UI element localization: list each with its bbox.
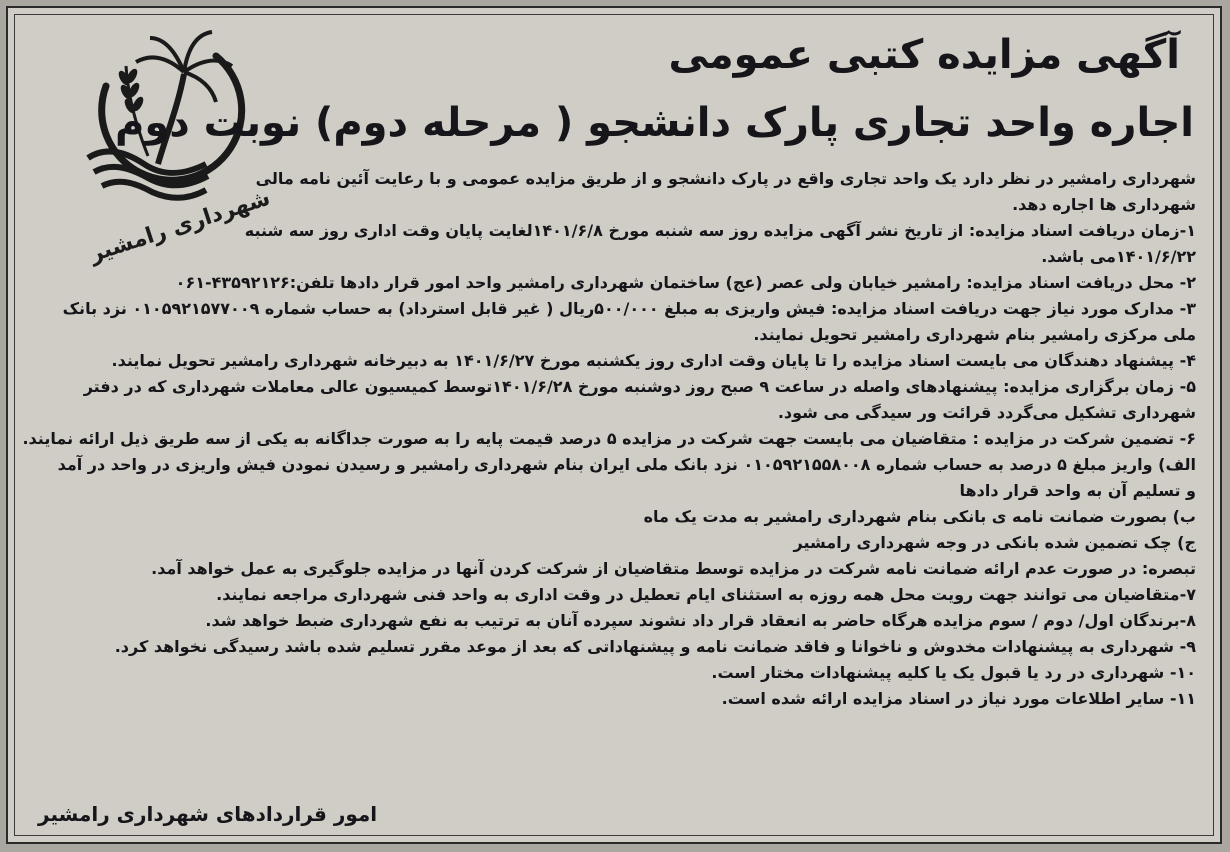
item-line: ۵- زمان برگزاری مزایده: پیشنهادهای واصله در ساعت ۹ صبح روز دوشنبه مورخ ۱۴۰۱/۶/۲۸توسط کمیسیون عالی معاملات شهرداری که در دفتر xyxy=(83,377,1196,396)
item-line: ۱۴۰۱/۶/۲۲می باشد. xyxy=(1041,247,1196,266)
intro-line: شهرداری ها اجاره دهد. xyxy=(1012,195,1196,214)
list-item xyxy=(16,582,1196,608)
item-line: ۴- پیشنهاد دهندگان می بایست اسناد مزایده را تا پایان وقت اداری روز یکشنبه مورخ ۱۴۰۱/۶/۲۷ به دبیرخانه شهرداری رامشیر تحویل نمایند. xyxy=(111,351,1196,370)
intro-paragraph xyxy=(196,166,1196,218)
item-line: ۹- شهرداری به پیشنهادات مخدوش و ناخوانا و فاقد ضمانت نامه و پیشنهاداتی که بعد از موعد مقرر تسلیم شده باشد رسیدگی نخواهد کرد. xyxy=(114,637,1196,656)
item-line: ملی مرکزی رامشیر بنام شهرداری رامشیر تحویل نمایند. xyxy=(753,325,1196,344)
ad-title: آگهی مزایده کتبی عمومی xyxy=(668,32,1180,78)
list-item xyxy=(16,634,1196,660)
item-line: تبصره: در صورت عدم ارائه ضمانت نامه شرکت در مزایده توسط متقاضیان از شرکت کردن آنها در مزایده جلوگیری به عمل خواهد آمد. xyxy=(151,559,1196,578)
item-line: ج) چک تضمین شده بانکی در وجه شهرداری رامشیر xyxy=(793,533,1196,552)
list-item xyxy=(16,374,1196,426)
newspaper-clipping xyxy=(6,6,1222,844)
list-item xyxy=(16,608,1196,634)
signature: امور قراردادهای شهرداری رامشیر xyxy=(38,802,378,826)
item-line: و تسلیم آن به واحد قرار دادها xyxy=(959,481,1196,500)
terms-list xyxy=(16,218,1196,712)
item-line: ۱۰- شهرداری در رد یا قبول یک یا کلیه پیشنهادات مختار است. xyxy=(711,663,1196,682)
list-item xyxy=(16,686,1196,712)
intro-line: شهرداری رامشیر در نظر دارد یک واحد تجاری واقع در پارک دانشجو و از طریق مزایده عمومی و با رعایت آئین نامه مالی xyxy=(255,169,1196,188)
item-line: شهرداری تشکیل می‌گردد قرائت ور سیدگی می شود. xyxy=(777,403,1196,422)
item-line: الف) واریز مبلغ ۵ درصد به حساب شماره ۰۱۰۵۹۲۱۵۵۸۰۰۸ نزد بانک ملی ایران بنام شهرداری رامشیر و رسیدن نمودن فیش واریزی در واحد در آمد xyxy=(57,455,1196,474)
item-line: ۸-برندگان اول/ دوم / سوم مزایده هرگاه حاضر به انعقاد قرار داد نشوند سپرده آنان به ترتیب به نفع شهرداری ضبط خواهد شد. xyxy=(205,611,1196,630)
ad-subtitle: اجاره واحد تجاری پارک دانشجو ( مرحله دوم) نوبت دوم xyxy=(115,100,1194,146)
item-line: ۷-متقاضیان می توانند جهت رویت محل همه روزه به استثنای ایام تعطیل در وقت اداری به واحد فنی شهرداری مراجعه نمایند. xyxy=(216,585,1196,604)
list-item xyxy=(16,660,1196,686)
list-item xyxy=(16,270,1196,296)
item-line: ۲- محل دریافت اسناد مزایده: رامشیر خیابان ولی عصر (عج) ساختمان شهرداری رامشیر واحد امور قرار دادها تلفن:۴۳۵۹۲۱۲۶-۰۶۱ xyxy=(175,273,1196,292)
item-line: ب) بصورت ضمانت نامه ی بانکی بنام شهرداری رامشیر به مدت یک ماه xyxy=(643,507,1196,526)
item-line: ۱۱- سایر اطلاعات مورد نیاز در اسناد مزایده ارائه شده است. xyxy=(721,689,1196,708)
item-line: ۳- مدارک مورد نیاز جهت دریافت اسناد مزایده: فیش واریزی به مبلغ ۵۰۰/۰۰۰ریال ( غیر قابل استرداد) به حساب شماره ۰۱۰۵۹۲۱۵۷۷۰۰۹ نزد بانک xyxy=(62,299,1196,318)
logo-text: شهرداری رامشیر xyxy=(86,185,274,268)
list-item xyxy=(16,426,1196,582)
list-item xyxy=(16,348,1196,374)
item-line: ۱-زمان دریافت اسناد مزایده: از تاریخ نشر آگهی مزایده روز سه شنبه مورخ ۱۴۰۱/۶/۸لغایت پایان وقت اداری روز سه شنبه xyxy=(244,221,1196,240)
list-item xyxy=(16,218,1196,270)
item-line: ۶- تضمین شرکت در مزایده : متقاضیان می بایست جهت شرکت در مزایده ۵ درصد قیمت پایه را به صورت جداگانه به یکی از سه طریق ذیل ارائه نمایند. xyxy=(22,429,1196,448)
list-item xyxy=(16,296,1196,348)
